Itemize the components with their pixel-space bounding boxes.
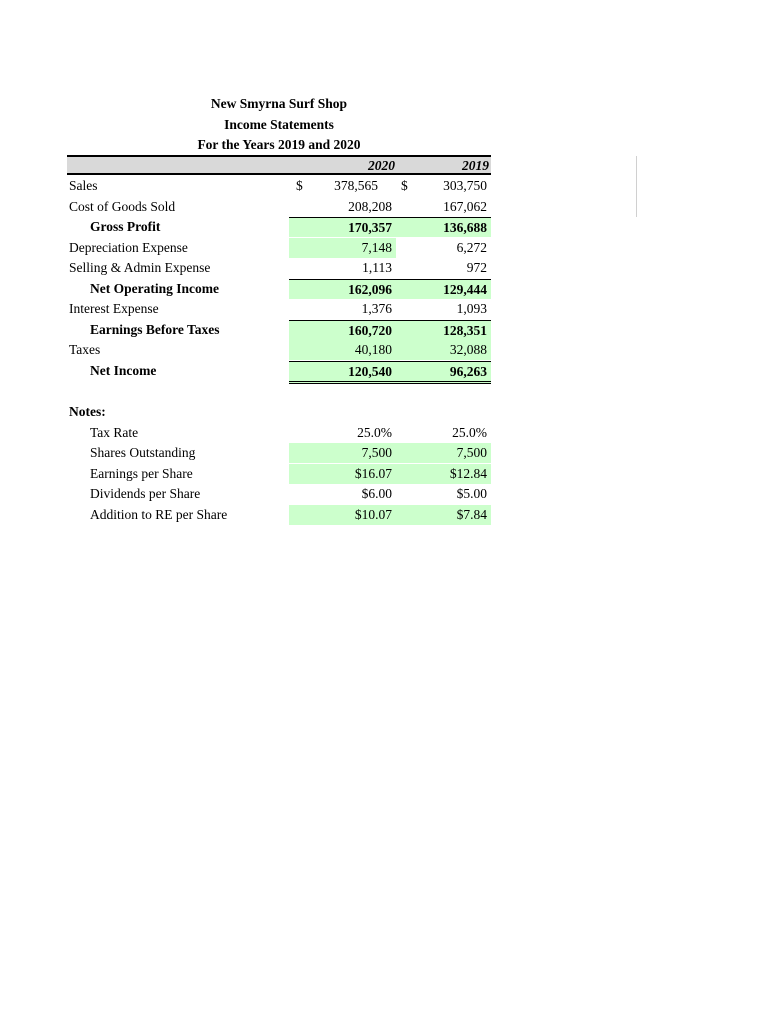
value-2019: $5.00 [456,486,487,501]
row-label: Gross Profit [90,219,161,234]
value-2019: 6,272 [456,239,487,255]
table-row-earnings-before-taxes [0,320,768,340]
row-label: Shares Outstanding [90,445,196,460]
statement-title: Income Statements [224,117,334,132]
value-2020: 160,720 [289,320,396,340]
row-label: Net Income [90,362,157,378]
notes-row-tax-rate [0,423,768,443]
column-header-2019: 2019 [462,158,489,173]
currency-symbol: $ [296,178,303,193]
value-2019: 96,263 [396,361,491,384]
value-2019: $12.84 [396,464,491,484]
table-row-selling-admin [0,258,768,278]
row-label: Taxes [69,342,101,357]
row-label: Depreciation Expense [69,239,188,255]
value-2020: 162,096 [289,279,396,299]
notes-row-addition-to-re [0,505,768,525]
value-2020: 208,208 [348,198,392,214]
table-row-depreciation [0,238,768,258]
value-2019: 303,750 [443,178,487,193]
value-2019: 1,093 [456,301,487,316]
value-2020: 7,500 [289,443,396,463]
row-label: Cost of Goods Sold [69,198,176,214]
row-label: Dividends per Share [90,486,201,501]
notes-row-eps [0,464,768,484]
row-label: Interest Expense [69,301,159,316]
notes-header-row [0,402,768,422]
row-label: Sales [69,178,98,193]
table-row-interest-expense [0,299,768,319]
value-2020: $6.00 [361,486,392,501]
company-name: New Smyrna Surf Shop [210,96,348,111]
value-2020: $16.07 [289,464,396,484]
row-label: Net Operating Income [90,280,219,296]
value-2019: 129,444 [396,279,491,299]
row-label: Selling & Admin Expense [69,260,211,275]
row-label: Tax Rate [90,424,139,440]
column-header-row [67,155,491,175]
table-row-net-income [0,361,768,381]
value-2020: 120,540 [289,361,396,384]
value-2020: 25.0% [357,424,392,440]
table-row-sales [0,176,768,196]
value-2020: 7,148 [289,238,396,258]
notes-row-shares-outstanding [0,443,768,463]
row-label: Earnings Before Taxes [90,321,220,337]
value-2020: 378,565 [334,178,378,193]
value-2019: 136,688 [396,217,491,237]
table-row-cogs [0,197,768,217]
column-header-2020: 2020 [368,158,395,173]
value-2020: 1,376 [361,301,392,316]
value-2020: 170,357 [289,217,396,237]
value-2019: $7.84 [396,505,491,525]
table-row-gross-profit [0,217,768,237]
notes-title: Notes: [69,404,106,419]
value-2019: 167,062 [443,198,487,214]
notes-row-dps [0,484,768,504]
value-2019: 32,088 [396,340,491,360]
table-row-taxes [0,340,768,360]
value-2019: 972 [466,260,487,275]
value-2019: 128,351 [396,320,491,340]
value-2020: 40,180 [289,340,396,360]
table-row-net-operating-income [0,279,768,299]
statement-period: For the Years 2019 and 2020 [197,137,361,152]
currency-symbol: $ [401,178,408,193]
row-label: Addition to RE per Share [90,506,228,522]
value-2019: 7,500 [396,443,491,463]
value-2019: 25.0% [452,424,487,440]
value-2020: 1,113 [362,260,392,275]
row-label: Earnings per Share [90,465,193,481]
value-2020: $10.07 [289,505,396,525]
